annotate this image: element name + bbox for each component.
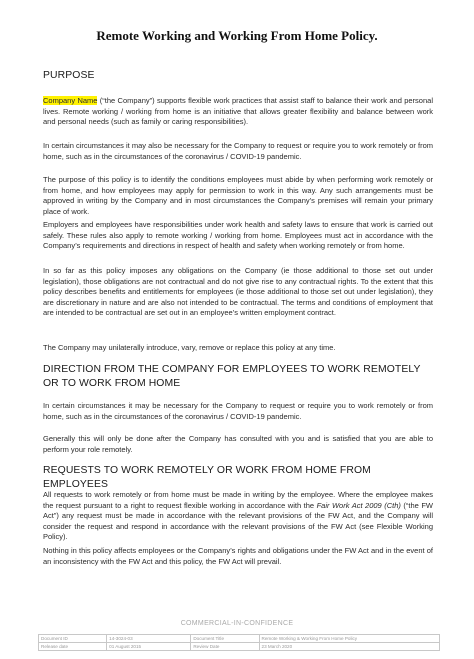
- paragraph-text: All requests to work remotely or from home must be made in writing by the employee. Where the employee makes the request pursuant to a right to request flexible working in accordance with the: [43, 490, 433, 510]
- table-cell: Review Date: [191, 643, 259, 651]
- table-cell: 01 August 2015: [107, 643, 191, 651]
- paragraph-text: (“the FW Act”) any request must be made in accordance with the relevant provisions of the FW Act, and the Company will consider the request and respond in accordance with the relevant provisions of the FW Act (see Flexible Working Policy).: [43, 500, 433, 542]
- paragraph: The purpose of this policy is to identify the conditions employees must abide by when performing work remotely or from home, and how employees may apply for permission to work in this way. Any such arrangements must be approved in writing by the Company and in most circumstances the Company’s premises will remain your primary place of work.: [43, 175, 433, 216]
- paragraph: In certain circumstances it may also be necessary for the Company to request or require you to work remotely or from home, such as in the circumstances of the coronavirus / COVID-19 pandemic.: [43, 141, 433, 161]
- table-cell: 14-3024-03: [107, 635, 191, 643]
- paragraph: [43, 96, 433, 128]
- paragraph: The Company may unilaterally introduce, vary, remove or replace this policy at any time.: [43, 343, 336, 352]
- paragraph: Generally this will only be done after the Company has consulted with you and is satisfied that you are able to perform your role remotely.: [43, 434, 433, 454]
- table-cell: Document Title: [191, 635, 259, 643]
- company-name-placeholder: Company Name: [43, 96, 98, 105]
- paragraph: [43, 490, 433, 543]
- document-metadata-table: [38, 634, 440, 651]
- paragraph: Employers and employees have responsibilities under work health and safety laws to ensure that work is carried out safely. These rules also apply to remote working / working from home. Employees must act in accordance with the Company’s requirements and directions in respect of health and safety when working remotely or from home.: [43, 220, 433, 251]
- table-cell: 23 March 2020: [259, 643, 439, 651]
- paragraph: In certain circumstances it may be necessary for the Company to request or require you to work remotely or from home, such as in the circumstances of the coronavirus / COVID-19 pandemic.: [43, 401, 433, 421]
- table-cell: Remote Working & Working From Home Policy: [259, 635, 439, 643]
- section-heading-purpose: PURPOSE: [43, 70, 95, 81]
- confidentiality-label: COMMERCIAL-IN-CONFIDENCE: [180, 620, 294, 627]
- paragraph: Nothing in this policy affects employees or the Company’s rights and obligations under the FW Act and in the event of an inconsistency with the FW Act and this policy, the FW Act will prevail.: [43, 546, 433, 566]
- act-citation: Fair Work Act 2009 (Cth): [316, 500, 401, 510]
- table-row: [39, 643, 440, 651]
- section-heading-requests: REQUESTS TO WORK REMOTELY OR WORK FROM HOME FROM EMPLOYEES: [43, 465, 371, 490]
- table-cell: Document ID: [39, 635, 107, 643]
- table-cell: Release date: [39, 643, 107, 651]
- table-row: [39, 635, 440, 643]
- document-title: Remote Working and Working From Home Policy.: [96, 28, 378, 43]
- section-heading-direction: DIRECTION FROM THE COMPANY FOR EMPLOYEES TO WORK REMOTELY OR TO WORK FROM HOME: [43, 364, 421, 389]
- paragraph-text: (“the Company”) supports flexible work practices that assist staff to balance their work and personal lives. Remote working / working from home is an initiative that allows greater flexibility and balance between work and personal needs (such as family or caring responsibilities).: [43, 96, 433, 127]
- paragraph: In so far as this policy imposes any obligations on the Company (ie those additional to those set out under legislation), those obligations are not contractual and do not give rise to any contractual rights. To the extent that this policy describes benefits and entitlements for employees (ie those additional to those set out under legislation), they are discretionary in nature and are also not intended to be contractual. The terms and conditions of employment that are intended to be contractual are set out in an employee’s written employment contract.: [43, 266, 433, 318]
